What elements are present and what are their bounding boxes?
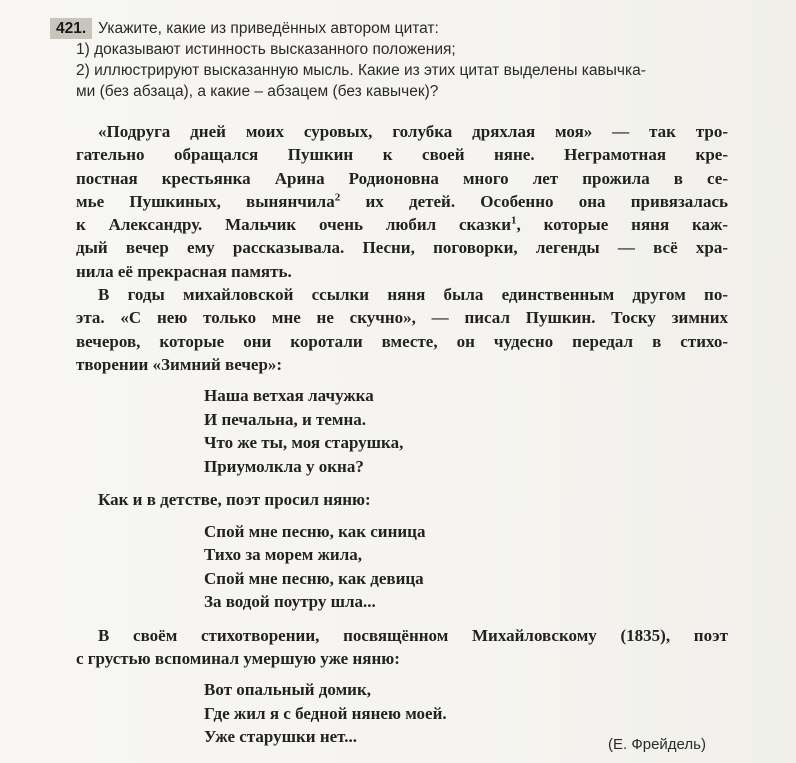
- text-line: дый вечер ему рассказывала. Песни, поговорки, легенды — всё хра-: [76, 238, 728, 258]
- poem-line: Что же ты, моя старушка,: [204, 433, 404, 453]
- text-line: [76, 213, 728, 236]
- poem-line: Где жил я с бедной нянею моей.: [204, 703, 447, 723]
- paragraph-4: [76, 624, 728, 671]
- author-attribution: (Е. Фрейдель): [608, 736, 706, 753]
- text-line: В своём стихотворении, посвящённом Михайловскому (1835), поэт: [98, 625, 728, 645]
- text-fragment: их детей. Особенно она привязалась: [340, 191, 729, 211]
- exercise-number: 421.: [56, 20, 87, 37]
- text-line: творении «Зимний вечер»:: [76, 354, 283, 374]
- text-line: с грустью вспоминал умершую уже няню:: [76, 648, 400, 668]
- text-line: [76, 190, 728, 213]
- paragraph-1: [76, 120, 728, 283]
- exercise-option-1: 1) доказывают истинность высказанного положения;: [76, 41, 456, 58]
- exercise-header: [56, 18, 776, 102]
- text-fragment: к Александру. Мальчик очень любил сказки: [76, 215, 512, 235]
- poem-line: Наша ветхая лачужка: [204, 386, 374, 406]
- exercise-text: [76, 120, 728, 759]
- poem-line: Вот опальный домик,: [204, 680, 371, 700]
- text-line: гательно обращался Пушкин к своей няне. Неграмотная кре-: [76, 145, 728, 165]
- exercise-first-line: [56, 18, 776, 39]
- poem-line: За водой поутру шла...: [204, 592, 376, 612]
- exercise-option-2: 2) иллюстрируют высказанную мысль. Какие из этих цитат выделены кавычка-: [76, 62, 646, 79]
- text-line: вечеров, которые они коротали вместе, он чудесно передал в стихо-: [76, 331, 728, 351]
- paragraph-3: [76, 488, 728, 511]
- text-line: Как и в детстве, поэт просил няню:: [98, 490, 371, 510]
- text-line: нила её прекрасная память.: [76, 261, 292, 281]
- text-line: «Подруга дней моих суровых, голубка дряхлая моя» — так тро-: [98, 122, 728, 141]
- footnote-marker: 1: [511, 214, 517, 227]
- text-line: эта. «С нею только мне не скучно», — писал Пушкин. Тоску зимних: [76, 308, 728, 328]
- exercise-option-2-continued: ми (без абзаца), а какие – абзацем (без кавычек)?: [76, 83, 439, 100]
- poem-line: Спой мне песню, как синица: [204, 521, 426, 541]
- exercise-instruction: Укажите, какие из приведённых автором цитат:: [98, 20, 439, 37]
- text-line: В годы михайловской ссылки няня была единственным другом по-: [98, 285, 728, 305]
- poem-winter-evening: [204, 384, 728, 478]
- text-fragment: мье Пушкиных, вынянчила: [76, 191, 335, 211]
- poem-line: Тихо за морем жила,: [204, 545, 362, 565]
- poem-line: И печальна, и темна.: [204, 409, 367, 429]
- poem-song: [204, 520, 728, 614]
- text-fragment: , которые няня каж-: [516, 215, 728, 235]
- poem-line: Спой мне песню, как девица: [204, 568, 424, 588]
- text-line: постная крестьянка Арина Родионовна много лет прожила в се-: [76, 168, 728, 188]
- poem-line: Уже старушки нет...: [204, 727, 357, 747]
- paragraph-2: [76, 283, 728, 376]
- footnote-marker: 2: [334, 191, 341, 204]
- poem-line: Приумолкла у окна?: [204, 456, 364, 476]
- exercise-number-badge: [50, 18, 92, 39]
